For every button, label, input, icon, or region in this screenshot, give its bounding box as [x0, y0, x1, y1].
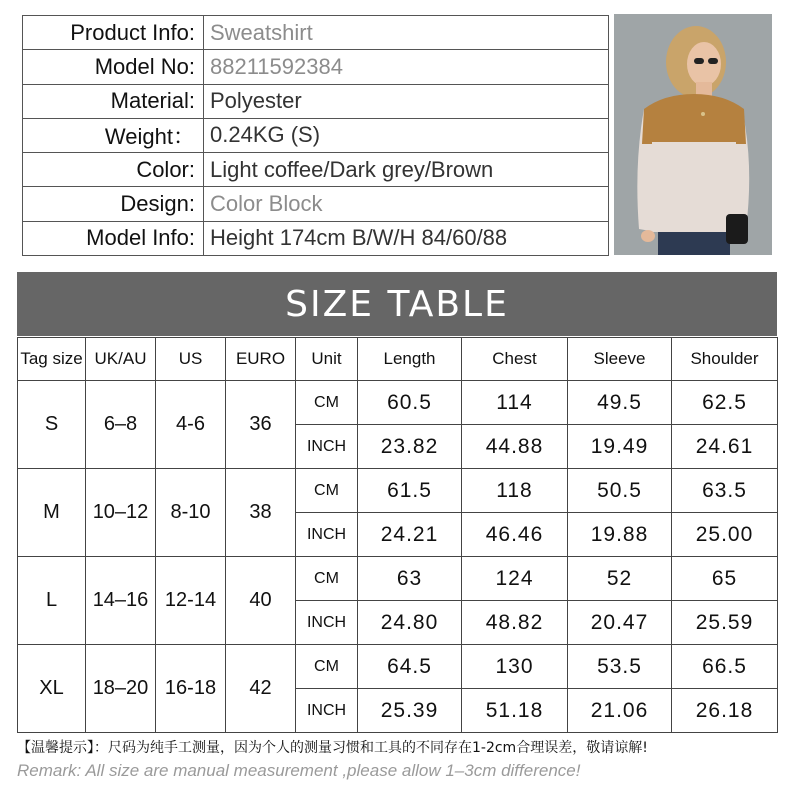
sleeve-cell: 52 — [568, 557, 672, 601]
shoulder-cell: 25.00 — [672, 513, 778, 557]
column-header: Sleeve — [568, 338, 672, 381]
length-cell: 63 — [358, 557, 462, 601]
info-label: Design: — [23, 187, 204, 221]
info-row-weight — [23, 118, 609, 152]
shoulder-cell: 24.61 — [672, 425, 778, 469]
info-value: Color Block — [204, 187, 609, 221]
sleeve-cell: 19.49 — [568, 425, 672, 469]
info-label: Model Info: — [23, 221, 204, 255]
info-value: Height 174cm B/W/H 84/60/88 — [204, 221, 609, 255]
shoulder-cell: 62.5 — [672, 381, 778, 425]
sleeve-cell: 50.5 — [568, 469, 672, 513]
table-row — [18, 381, 778, 425]
info-label: Color: — [23, 153, 204, 187]
tag-size-cell: L — [18, 557, 86, 645]
model-illustration — [614, 14, 772, 255]
chest-cell: 114 — [462, 381, 568, 425]
info-value: Polyester — [204, 84, 609, 118]
info-value: Sweatshirt — [204, 16, 609, 50]
info-label: Model No: — [23, 50, 204, 84]
column-header: Shoulder — [672, 338, 778, 381]
chest-cell: 118 — [462, 469, 568, 513]
shoulder-cell: 26.18 — [672, 689, 778, 733]
info-value: 88211592384 — [204, 50, 609, 84]
table-row — [18, 469, 778, 513]
info-label: Product Info: — [23, 16, 204, 50]
product-info-table — [22, 15, 609, 256]
unit-cell: INCH — [296, 425, 358, 469]
length-cell: 61.5 — [358, 469, 462, 513]
unit-cell: CM — [296, 645, 358, 689]
info-value: 0.24KG (S) — [204, 118, 609, 152]
euro-size-cell: 38 — [226, 469, 296, 557]
unit-cell: INCH — [296, 513, 358, 557]
info-row-material — [23, 84, 609, 118]
tag-size-cell: S — [18, 381, 86, 469]
uk-size-cell: 14–16 — [86, 557, 156, 645]
table-row — [18, 645, 778, 689]
us-size-cell: 16-18 — [156, 645, 226, 733]
shoulder-cell: 66.5 — [672, 645, 778, 689]
euro-size-cell: 42 — [226, 645, 296, 733]
info-row-model-no — [23, 50, 609, 84]
column-header: Unit — [296, 338, 358, 381]
length-cell: 64.5 — [358, 645, 462, 689]
info-row-model-info — [23, 221, 609, 255]
uk-size-cell: 6–8 — [86, 381, 156, 469]
chest-cell: 130 — [462, 645, 568, 689]
info-value: Light coffee/Dark grey/Brown — [204, 153, 609, 187]
size-table — [17, 337, 778, 733]
sleeve-cell: 49.5 — [568, 381, 672, 425]
info-label: Weight： — [23, 118, 204, 152]
length-cell: 23.82 — [358, 425, 462, 469]
shoulder-cell: 25.59 — [672, 601, 778, 645]
sleeve-cell: 21.06 — [568, 689, 672, 733]
euro-size-cell: 36 — [226, 381, 296, 469]
length-cell: 25.39 — [358, 689, 462, 733]
chest-cell: 124 — [462, 557, 568, 601]
size-table-title: SIZE TABLE — [17, 272, 777, 336]
shoulder-cell: 63.5 — [672, 469, 778, 513]
info-row-product — [23, 16, 609, 50]
chest-cell: 44.88 — [462, 425, 568, 469]
column-header: US — [156, 338, 226, 381]
length-cell: 24.80 — [358, 601, 462, 645]
uk-size-cell: 18–20 — [86, 645, 156, 733]
sleeve-cell: 19.88 — [568, 513, 672, 557]
us-size-cell: 8-10 — [156, 469, 226, 557]
column-header: Chest — [462, 338, 568, 381]
shoulder-cell: 65 — [672, 557, 778, 601]
unit-cell: CM — [296, 469, 358, 513]
info-row-design — [23, 187, 609, 221]
chinese-note: 【温馨提示】：尺码为纯手工测量，因为个人的测量习惯和工具的不同存在1-2cm合理误差，敬请谅解! — [17, 740, 648, 756]
us-size-cell: 12-14 — [156, 557, 226, 645]
info-row-color — [23, 153, 609, 187]
chest-cell: 46.46 — [462, 513, 568, 557]
table-row — [18, 557, 778, 601]
size-table-header — [18, 338, 778, 381]
unit-cell: INCH — [296, 601, 358, 645]
unit-cell: INCH — [296, 689, 358, 733]
column-header: UK/AU — [86, 338, 156, 381]
product-photo — [614, 14, 772, 255]
column-header: Length — [358, 338, 462, 381]
uk-size-cell: 10–12 — [86, 469, 156, 557]
chest-cell: 51.18 — [462, 689, 568, 733]
info-label: Material: — [23, 84, 204, 118]
sleeve-cell: 20.47 — [568, 601, 672, 645]
us-size-cell: 4-6 — [156, 381, 226, 469]
english-remark: Remark: All size are manual measurement ,please allow 1–3cm difference! — [17, 761, 581, 780]
chest-cell: 48.82 — [462, 601, 568, 645]
euro-size-cell: 40 — [226, 557, 296, 645]
column-header: Tag size — [18, 338, 86, 381]
length-cell: 24.21 — [358, 513, 462, 557]
sleeve-cell: 53.5 — [568, 645, 672, 689]
unit-cell: CM — [296, 557, 358, 601]
column-header: EURO — [226, 338, 296, 381]
tag-size-cell: XL — [18, 645, 86, 733]
length-cell: 60.5 — [358, 381, 462, 425]
tag-size-cell: M — [18, 469, 86, 557]
unit-cell: CM — [296, 381, 358, 425]
